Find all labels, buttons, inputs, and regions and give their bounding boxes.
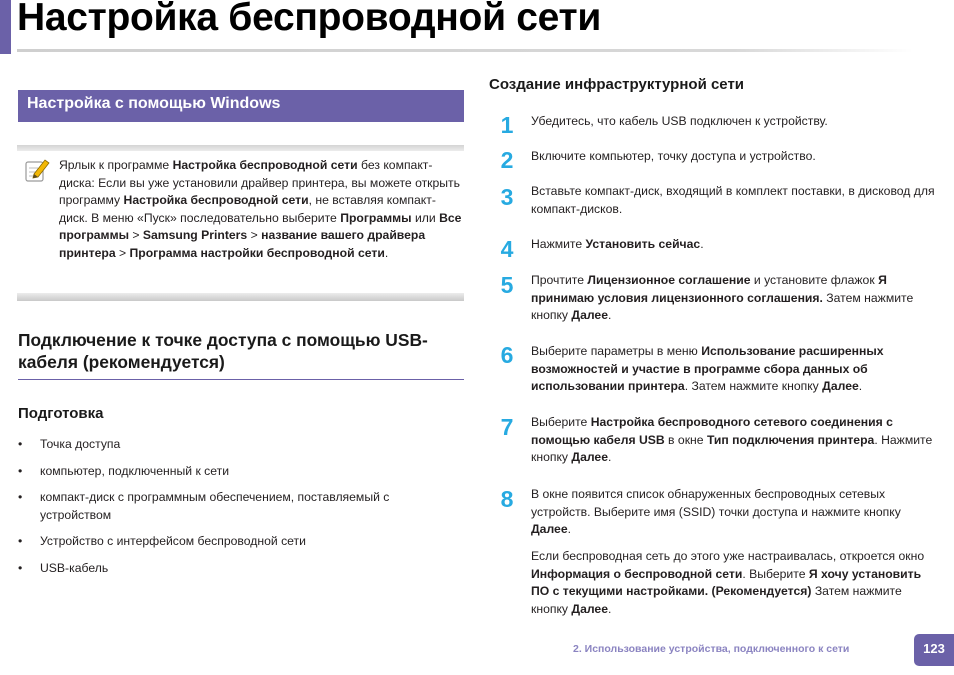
title-divider: [17, 49, 913, 52]
note-bottom-border: [17, 293, 464, 301]
subheading-infrastructure: Создание инфраструктурной сети: [489, 76, 745, 93]
list-item: • USB-кабель: [18, 560, 109, 575]
section-banner: Настройка с помощью Windows: [18, 90, 464, 122]
note-box: [17, 145, 464, 301]
step-text: Вставьте компакт-диск, входящий в комплект поставки, в дисковод для компакт-дисков.: [531, 184, 935, 216]
section-heading-rule: [18, 379, 464, 380]
step-number: 6: [500, 342, 514, 368]
step-number: 4: [500, 236, 514, 262]
page-number-badge: 123: [914, 634, 954, 666]
step-number: 1: [500, 112, 514, 138]
step-note-text: Если беспроводная сеть до этого уже настраивалась, откроется окно Информация о беспроводной сети. Выберите Я хочу установить ПО с текущими настройками. (Рекомендуется) Затем нажмите кнопку Далее.: [531, 549, 925, 616]
step-text: Нажмите Установить сейчас.: [531, 237, 704, 251]
subheading-preparation: Подготовка: [18, 405, 104, 422]
step-text: Прочтите Лицензионное соглашение и установите флажок Я принимаю условия лицензионного соглашения. Затем нажмите кнопку Далее.: [531, 273, 914, 323]
step-text: Убедитесь, что кабель USB подключен к устройству.: [531, 114, 828, 128]
step-number: 3: [500, 184, 514, 210]
step-number: 7: [500, 414, 514, 440]
page-title: Настройка беспроводной сети: [17, 0, 602, 39]
footer-chapter-title: 2. Использование устройства, подключенного к сети: [573, 643, 850, 655]
section-heading: Подключение к точке доступа с помощью USB-кабеля (рекомендуется): [18, 330, 428, 372]
step-text: Выберите Настройка беспроводного сетевого соединения с помощью кабеля USB в окне Тип подключения принтера. Нажмите кнопку Далее.: [531, 415, 933, 465]
step-number: 2: [500, 147, 514, 173]
note-text: Ярлык к программе Настройка беспроводной сети без компакт-диска: Если вы уже установили драйвер принтера, вы можете открыть программу Настройка беспроводной сети, не вставляя компакт-диск. В меню «Пуск» последовательно выберите Программы или Все программы > Samsung Printers > название вашего драйвера принтера > Программа настройки беспроводной сети.: [59, 158, 462, 260]
title-accent-bar: [0, 0, 11, 54]
step-text: Выберите параметры в меню Использование расширенных возможностей и участие в программе сбора данных об использовании принтера. Затем нажмите кнопку Далее.: [531, 344, 884, 394]
step-text: В окне появится список обнаруженных беспроводных сетевых устройств. Выберите имя (SSID) точки доступа и нажмите кнопку Далее.: [531, 487, 901, 537]
list-item: • компакт-диск с программным обеспечением, поставляемый с устройством: [18, 490, 390, 522]
note-top-border: [17, 145, 464, 151]
list-item: • компьютер, подключенный к сети: [18, 463, 230, 478]
step-text: Включите компьютер, точку доступа и устройство.: [531, 149, 816, 163]
pencil-note-icon: [24, 157, 50, 183]
requirements-list: [18, 436, 458, 578]
list-item: • Точка доступа: [18, 437, 121, 451]
step-number: 8: [500, 486, 514, 512]
step-number: 5: [500, 272, 514, 298]
list-item: • Устройство с интерфейсом беспроводной сети: [18, 534, 306, 549]
